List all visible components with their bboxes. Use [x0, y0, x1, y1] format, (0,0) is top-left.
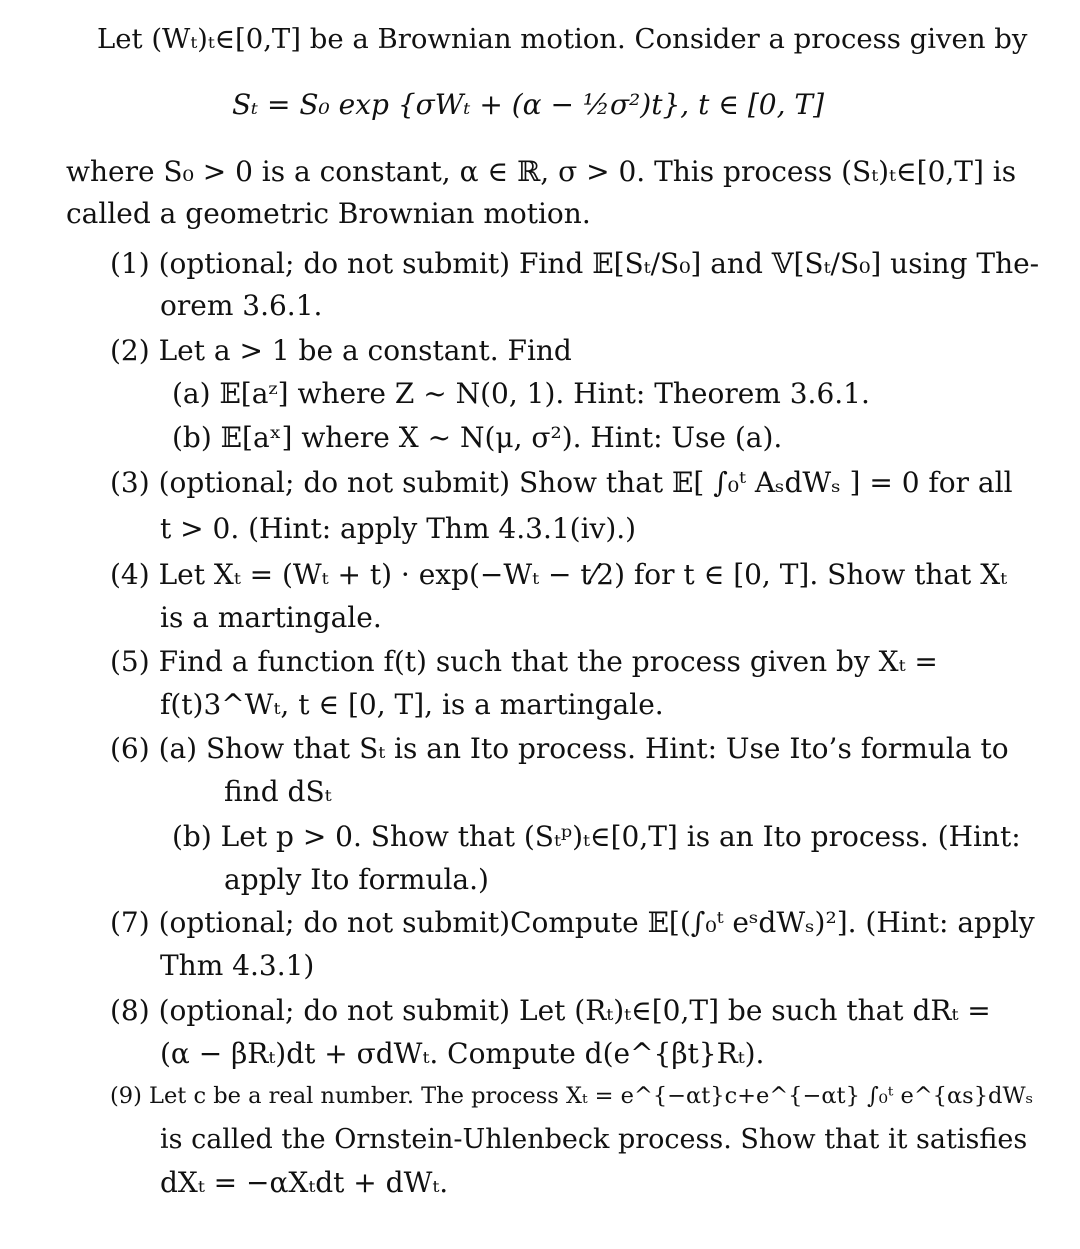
item-7-line-1: (7) (optional; do not submit)Compute 𝔼[(∫₀ᵗ eˢdWₛ)²]. (Hint: apply: [110, 906, 1035, 939]
item-8-line-2: (α − βRₜ)dt + σdWₜ. Compute d(e^{βt}Rₜ).: [160, 1037, 765, 1070]
gbm-formula: Sₜ = S₀ exp {σWₜ + (α − ½σ²)t}, t ∈ [0, T]: [232, 88, 824, 121]
item-3-line-2: t > 0. (Hint: apply Thm 4.3.1(iv).): [160, 512, 637, 545]
item-6b-line-2: apply Ito formula.): [224, 863, 489, 896]
intro-line-2: where S₀ > 0 is a constant, α ∈ ℝ, σ > 0. This process (Sₜ)ₜ∈[0,T] is: [66, 155, 1017, 188]
item-6a-line-1: (6) (a) Show that Sₜ is an Ito process. Hint: Use Ito’s formula to: [110, 732, 1009, 765]
item-2b: (b) 𝔼[aˣ] where X ~ N(μ, σ²). Hint: Use (a).: [172, 421, 783, 454]
item-2a: (a) 𝔼[aᶻ] where Z ~ N(0, 1). Hint: Theorem 3.6.1.: [172, 377, 870, 410]
item-8-line-1: (8) (optional; do not submit) Let (Rₜ)ₜ∈[0,T] be such that dRₜ =: [110, 994, 991, 1027]
item-6b-line-1: (b) Let p > 0. Show that (Sₜᵖ)ₜ∈[0,T] is an Ito process. (Hint:: [172, 820, 1021, 853]
item-2-line-1: (2) Let a > 1 be a constant. Find: [110, 334, 572, 367]
item-3-line-1: (3) (optional; do not submit) Show that 𝔼[ ∫₀ᵗ AₛdWₛ ] = 0 for all: [110, 466, 1013, 499]
item-7-line-2: Thm 4.3.1): [160, 949, 315, 982]
item-1-line-2: orem 3.6.1.: [160, 289, 323, 322]
item-5-line-1: (5) Find a function f(t) such that the process given by Xₜ =: [110, 645, 938, 678]
intro-line-1: Let (Wₜ)ₜ∈[0,T] be a Brownian motion. Consider a process given by: [97, 23, 1028, 55]
item-9-line-1: (9) Let c be a real number. The process Xₜ = e^{−αt}c+e^{−αt} ∫₀ᵗ e^{αs}dWₛ: [110, 1083, 1034, 1109]
item-9-line-2: is called the Ornstein-Uhlenbeck process. Show that it satisfies: [160, 1124, 1028, 1155]
item-4-line-1: (4) Let Xₜ = (Wₜ + t) · exp(−Wₜ − t⁄2) for t ∈ [0, T]. Show that Xₜ: [110, 558, 1008, 591]
item-4-line-2: is a martingale.: [160, 601, 382, 634]
intro-line-3: called a geometric Brownian motion.: [66, 197, 591, 230]
item-5-line-2: f(t)3^Wₜ, t ∈ [0, T], is a martingale.: [160, 688, 664, 721]
item-6a-line-2: find dSₜ: [224, 775, 332, 808]
item-9-line-3: dXₜ = −αXₜdt + dWₜ.: [160, 1166, 449, 1199]
item-1-line-1: (1) (optional; do not submit) Find 𝔼[Sₜ/S₀] and 𝕍[Sₜ/S₀] using The-: [110, 247, 1040, 280]
